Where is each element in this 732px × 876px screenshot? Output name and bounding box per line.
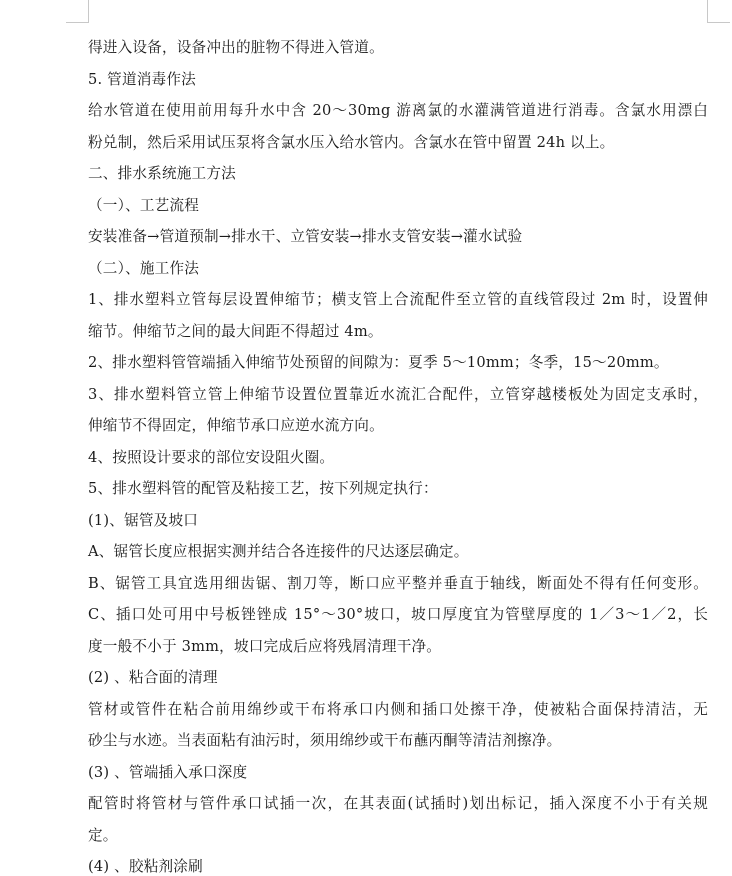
margin-corner-mark-right [707,0,730,23]
process-flow-line: 安装准备→管道预制→排水干、立管安装→排水支管安装→灌水试验 [88,228,523,245]
paragraph-line: 定。 [88,826,118,844]
chapter-heading: 二、排水系统施工方法 [88,165,236,182]
document-body [88,32,708,876]
item-heading: (3) 、管端插入承口深度 [88,763,248,781]
item-heading: (2) 、粘合面的清理 [88,669,218,686]
paragraph-line: 3、排水塑料管立管上伸缩节设置位置靠近水流汇合配件，立管穿越楼板处为固定支承时， [88,385,708,403]
paragraph-line: 4、按照设计要求的部位安设阻火圈。 [88,448,335,466]
paragraph-line: B、锯管工具宜选用细齿锯、割刀等，断口应平整并垂直于轴线，断面处不得有任何变形。 [88,574,708,592]
subsection-heading: （一）、工艺流程 [88,196,200,214]
paragraph-line: 1、排水塑料立管每层设置伸缩节；横支管上合流配件至立管的直线管段过 2m 时，设置伸 [88,291,708,308]
paragraph-line: 给水管道在使用前用每升水中含 20～30mg 游离氯的水灌满管道进行消毒。含氯水用漂白 [88,102,708,119]
item-heading: (4) 、胶粘剂涂刷 [88,858,203,875]
margin-corner-mark-left [66,0,89,23]
paragraph-line: 配管时将管材与管件承口试插一次，在其表面(试插时)划出标记，插入深度不小于有关规 [88,795,708,812]
subsection-heading: （二）、施工作法 [88,259,200,277]
paragraph-line: 缩节。伸缩节之间的最大间距不得超过 4m。 [88,322,383,340]
paragraph-line: 5、排水塑料管的配管及粘接工艺，按下列规定执行： [88,480,438,497]
paragraph-line: 粉兑制，然后采用试压泵将含氯水压入给水管内。含氯水在管中留置 24h 以上。 [88,133,615,151]
paragraph-line: 度一般不小于 3mm，坡口完成后应将残屑清理干净。 [88,637,442,655]
paragraph-line: A、锯管长度应根据实测并结合各连接件的尺达逐层确定。 [88,543,469,560]
paragraph-line: 伸缩节不得固定，伸缩节承口应逆水流方向。 [88,417,384,434]
paragraph-line: 得进入设备，设备冲出的脏物不得进入管道。 [88,39,384,56]
paragraph-line: 管材或管件在粘合前用绵纱或干布将承口内侧和插口处擦干净，使被粘合面保持清洁，无 [88,700,708,718]
item-heading: (1)、锯管及坡口 [88,511,199,529]
section-heading: 5. 管道消毒作法 [88,70,196,88]
paragraph-line: 2、排水塑料管管端插入伸缩节处预留的间隙为：夏季 5～10mm；冬季，15～20mm。 [88,354,669,371]
paragraph-line: 砂尘与水迹。当表面粘有油污时，须用绵纱或干布蘸丙酮等清洁剂擦净。 [88,732,562,749]
paragraph-line: C、插口处可用中号板锉锉成 15°～30°坡口，坡口厚度宜为管壁厚度的 1／3～1／2，长 [88,606,708,623]
